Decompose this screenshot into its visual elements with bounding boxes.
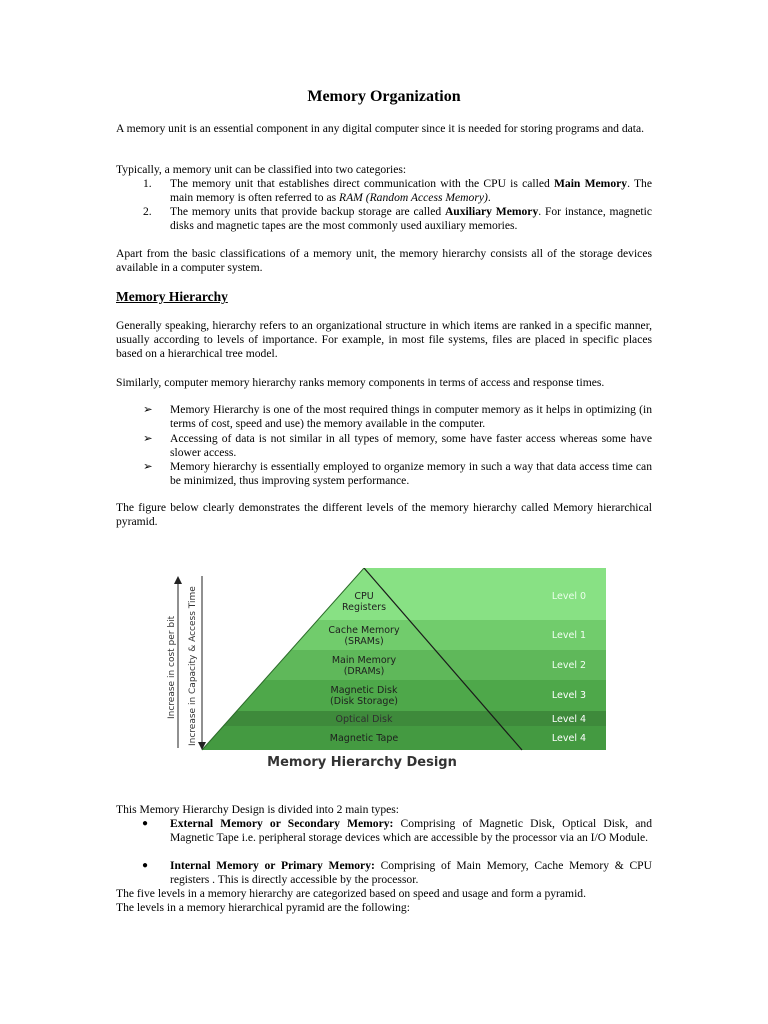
design-intro-text: This Memory Hierarchy Design is divided into 2 main types:	[116, 803, 400, 816]
level-label: Level 4	[551, 733, 587, 744]
design-type-text: External Memory or Secondary Memory: Comprising of Magnetic Disk, Optical Disk, and Magnetic Tape i.e. peripheral storage devices which are accessible by the processor via an I/O Module.	[170, 817, 653, 844]
page-title: Memory Organization	[307, 88, 461, 105]
layer-label: Magnetic Disk	[330, 685, 398, 696]
level-label: Level 0	[551, 591, 587, 602]
bullet-icon: ●	[142, 860, 149, 871]
list-number: 1.	[143, 177, 152, 190]
axis-capacity-label: Increase in Capacity & Access Time	[188, 586, 198, 746]
axis-cost-label: Increase in cost per bit	[167, 615, 177, 719]
hierarchy-point-text: Memory hierarchy is essentially employed to organize memory in such a way that data access time can be minimized, thus improving system performance.	[170, 460, 652, 487]
list-number: 2.	[143, 205, 152, 218]
layer-label: Magnetic Tape	[329, 733, 399, 744]
level-label: Level 1	[551, 630, 587, 641]
basic-classification-paragraph: Apart from the basic classifications of a memory unit, the memory hierarchy consists all of the storage devices available in a computer system.	[116, 247, 652, 274]
layer-label: (SRAMs)	[344, 636, 384, 647]
section-heading-memory-hierarchy: Memory Hierarchy	[116, 289, 228, 304]
category-text: The memory units that provide backup storage are called Auxiliary Memory. For instance, magnetic disks and magnetic tapes are the most commonly used auxiliary memories.	[170, 205, 653, 232]
layer-label: CPU	[354, 591, 374, 602]
design-type-text: Internal Memory or Primary Memory: Comprising of Main Memory, Cache Memory & CPU registers . This is directly accessible by the processor.	[170, 859, 652, 886]
layer-label: Cache Memory	[328, 625, 400, 636]
closing-paragraph-1: The five levels in a memory hierarchy are categorized based on speed and usage and form a pyramid.	[116, 887, 586, 900]
category-text: The memory unit that establishes direct communication with the CPU is called Main Memory. The main memory is often referred to as RAM (Random Access Memory).	[170, 177, 652, 204]
layer-label: Optical Disk	[335, 714, 393, 725]
closing-paragraph-2: The levels in a memory hierarchical pyramid are the following:	[116, 901, 410, 914]
level-label: Level 3	[551, 690, 587, 701]
arrow-bullet-icon: ➢	[143, 403, 153, 416]
memory-hierarchy-figure	[162, 568, 612, 773]
hierarchy-point-text: Memory Hierarchy is one of the most required things in computer memory as it helps in optimizing (in terms of cost, speed and use) the memory available in the computer.	[170, 403, 652, 430]
level-label: Level 4	[551, 714, 587, 725]
hierarchy-point-text: Accessing of data is not similar in all types of memory, some have faster access whereas some have slower access.	[170, 432, 652, 459]
arrow-bullet-icon: ➢	[143, 460, 153, 473]
categories-intro: Typically, a memory unit can be classified into two categories:	[116, 163, 407, 176]
hierarchy-paragraph-1: Generally speaking, hierarchy refers to an organizational structure in which items are ranked in a specific manner, usually according to levels of importance. For example, in most file systems, files are placed in specific places based on a hierarchical tree model.	[116, 319, 652, 360]
layer-label: (DRAMs)	[343, 666, 385, 677]
layer-label: (Disk Storage)	[329, 696, 399, 707]
layer-label: Main Memory	[331, 655, 397, 666]
figure-caption: Memory Hierarchy Design	[267, 755, 457, 770]
hierarchy-paragraph-2: Similarly, computer memory hierarchy ranks memory components in terms of access and response times.	[116, 376, 605, 389]
figure-intro-paragraph: The figure below clearly demonstrates the different levels of the memory hierarchy called Memory hierarchical pyramid.	[116, 501, 652, 528]
arrow-up-icon	[174, 576, 182, 584]
level-label: Level 2	[551, 660, 587, 671]
arrow-bullet-icon: ➢	[143, 432, 153, 445]
intro-paragraph: A memory unit is an essential component in any digital computer since it is needed for storing programs and data.	[116, 122, 645, 135]
bullet-icon: ●	[142, 818, 149, 829]
layer-label: Registers	[341, 602, 387, 613]
